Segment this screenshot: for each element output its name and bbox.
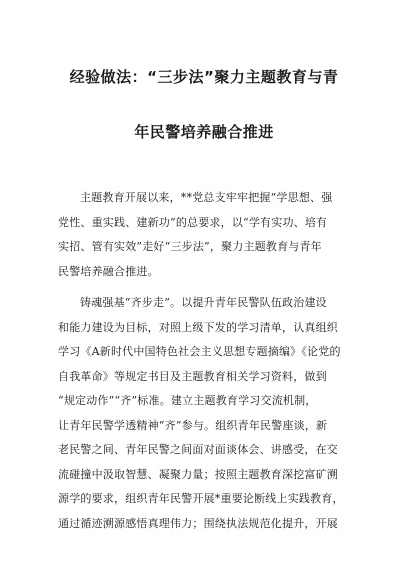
paragraph-line: 和能力建设为目标，对照上级下发的学习清单，认真组织 (58, 320, 338, 334)
paragraph-line: 通过循迹溯源感悟真理伟力；围绕执法规范化提升，开展 (58, 516, 338, 530)
paragraph-line: 党性、重实践、建新功”的总要求，以“学有实功、培有 (58, 215, 328, 229)
paragraph-line: 自我革命》等规定书目及主题教育相关学习资料，做到 (58, 369, 327, 383)
paragraph-line: 铸魂强基“齐步走”。以提升青年民警队伍政治建设 (80, 296, 327, 309)
paragraph-line: 主题教育开展以来，**党总支牢牢把握“学思想、强 (80, 191, 333, 204)
document-title-line-1: 经验做法：“三步法”聚力主题教育与青 (69, 68, 339, 86)
paragraph-line: 源学的要求，组织青年民警开展*重要论断线上实践教育， (58, 492, 344, 505)
paragraph-step-one (58, 291, 358, 536)
paragraph-line: 实招、管有实效”走好“三步法”，聚力主题教育与青年 (58, 240, 322, 253)
document-title-line-2: 年民警培养融合推进 (134, 123, 274, 141)
paragraph-intro (58, 186, 358, 284)
paragraph-line: 流碰撞中汲取智慧、凝聚力量；按照主题教育深挖富矿溯 (58, 467, 338, 481)
paragraph-line: 民警培养融合推进。 (58, 264, 159, 278)
paragraph-line: 学习《A新时代中国特色社会主义思想专题摘编》《论党的 (58, 345, 341, 358)
paragraph-line: 让青年民警学透精神“齐”参与。组织青年民警座谈，新 (58, 418, 328, 432)
paragraph-line: 老民警之间、青年民警之间面对面谈体会、讲感受，在交 (58, 443, 338, 456)
paragraph-line: “规定动作”“齐”标准。建立主题教育学习交流机制， (58, 394, 317, 407)
